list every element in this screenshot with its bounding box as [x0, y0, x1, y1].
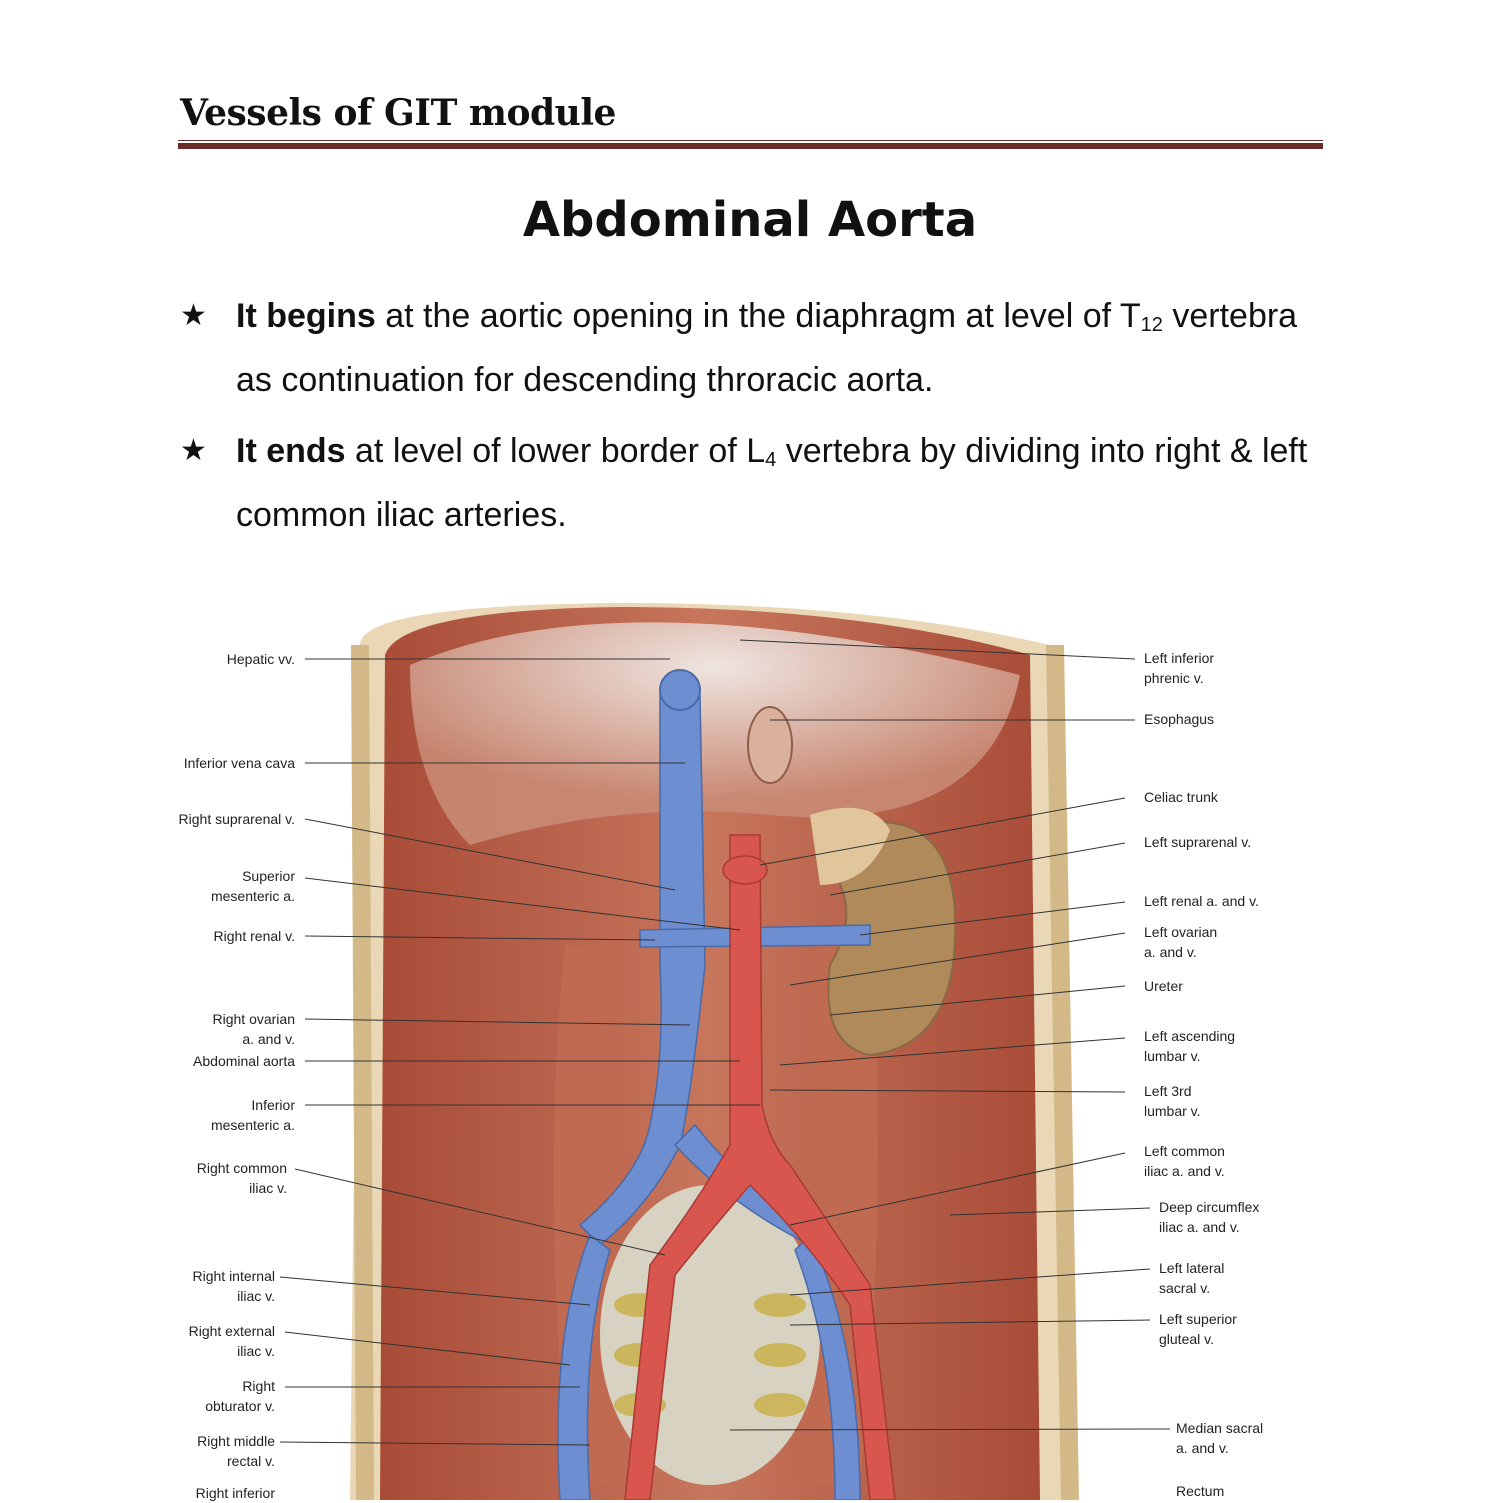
label-line: lumbar v.: [1144, 1103, 1201, 1119]
bullet-bold-lead: It ends: [236, 432, 346, 470]
label-right-obturator-vein: [205, 1376, 275, 1416]
bullet-subscript: 12: [1140, 314, 1163, 336]
label-left-common-iliac: [1144, 1141, 1225, 1181]
label-line: sacral v.: [1159, 1280, 1211, 1296]
label-superior-mesenteric-artery: [211, 866, 295, 906]
label-line: rectal v.: [227, 1453, 275, 1469]
label-celiac-trunk: [1144, 787, 1218, 807]
label-line: lumbar v.: [1144, 1048, 1201, 1064]
label-right-inferior: [196, 1483, 275, 1503]
label-abdominal-aorta: [193, 1051, 295, 1071]
label-inferior-vena-cava: [184, 753, 295, 773]
label-line: Left ovarian: [1144, 924, 1218, 940]
label-right-middle-rectal-vein: [197, 1431, 275, 1471]
label-line: iliac v.: [249, 1180, 287, 1196]
label-line: Celiac trunk: [1144, 789, 1218, 805]
label-line: Left inferior: [1144, 650, 1215, 666]
bullet-text-part: at the aortic opening in the diaphragm at level of T: [375, 297, 1141, 335]
module-header-title: Vessels of GIT module: [180, 92, 616, 134]
bullet-text-part: at level of lower border of L: [345, 432, 766, 470]
anatomy-figure: [170, 585, 1330, 1500]
celiac-trunk: [723, 856, 767, 884]
star-bullet-icon: ★: [180, 299, 207, 332]
label-line: iliac a. and v.: [1144, 1163, 1225, 1179]
label-line: Inferior: [251, 1097, 295, 1113]
label-line: Rectum: [1176, 1483, 1225, 1499]
label-line: mesenteric a.: [210, 1117, 295, 1133]
label-line: Right renal v.: [213, 928, 295, 944]
label-line: iliac a. and v.: [1159, 1219, 1240, 1235]
label-line: a. and v.: [242, 1031, 295, 1047]
bullet-text: [236, 284, 1320, 412]
label-line: Right ovarian: [212, 1011, 295, 1027]
label-line: a. and v.: [1176, 1440, 1229, 1456]
label-inferior-mesenteric-artery: [211, 1095, 295, 1135]
label-ureter: [1144, 976, 1183, 996]
label-line: Hepatic vv.: [226, 651, 295, 667]
label-line: Median sacral: [1176, 1420, 1264, 1436]
label-left-superior-gluteal-vein: [1159, 1309, 1237, 1349]
label-right-common-iliac-vein: [197, 1158, 287, 1198]
label-line: Left renal a. and v.: [1144, 893, 1259, 909]
body-wall-edge-left: [360, 645, 365, 1500]
label-line: iliac v.: [237, 1343, 275, 1359]
label-line: Left common: [1144, 1143, 1225, 1159]
bullet-subscript: 4: [765, 449, 777, 471]
label-hepatic-veins: [227, 649, 295, 669]
label-line: Left suprarenal v.: [1144, 834, 1252, 850]
label-left-renal: [1144, 891, 1259, 911]
label-line: a. and v.: [1144, 944, 1197, 960]
label-line: Left 3rd: [1144, 1083, 1192, 1099]
label-left-suprarenal-vein: [1144, 832, 1251, 852]
label-right-suprarenal-vein: [179, 809, 295, 829]
label-line: Right suprarenal v.: [178, 811, 295, 827]
label-line: Deep circumflex: [1159, 1199, 1260, 1215]
label-line: Superior: [242, 868, 295, 884]
label-line: obturator v.: [205, 1398, 275, 1414]
label-line: Right external: [188, 1323, 275, 1339]
label-line: iliac v.: [237, 1288, 275, 1304]
label-rectum: [1176, 1481, 1224, 1500]
bullet-text-part: vertebra by dividing into right & left common iliac arteries.: [236, 432, 1308, 534]
label-line: Left lateral: [1159, 1260, 1225, 1276]
star-bullet-icon: ★: [180, 434, 207, 467]
label-line: Right internal: [192, 1268, 275, 1284]
esophagus: [748, 707, 792, 783]
label-line: Abdominal aorta: [193, 1053, 295, 1069]
bullet-begins: [180, 284, 1320, 412]
label-line: Esophagus: [1144, 711, 1215, 727]
label-line: mesenteric a.: [210, 888, 295, 904]
label-right-external-iliac-vein: [189, 1321, 275, 1361]
label-right-renal-vein: [214, 926, 295, 946]
label-line: Right common: [196, 1160, 287, 1176]
label-line: gluteal v.: [1159, 1331, 1214, 1347]
bullet-ends: [180, 419, 1320, 547]
label-left-ovarian: [1144, 922, 1217, 962]
label-esophagus: [1144, 709, 1214, 729]
label-left-lateral-sacral-vein: [1159, 1258, 1224, 1298]
label-line: Right middle: [197, 1433, 275, 1449]
label-line: Inferior vena cava: [183, 755, 295, 771]
label-line: Right: [242, 1378, 275, 1394]
label-left-3rd-lumbar-vein: [1144, 1081, 1201, 1121]
bullet-text: [236, 419, 1320, 547]
label-line: Left ascending: [1144, 1028, 1236, 1044]
label-right-internal-iliac-vein: [193, 1266, 276, 1306]
page-title: Abdominal Aorta: [522, 192, 978, 248]
header-divider-thin: [178, 140, 1323, 141]
label-left-inferior-phrenic-vein: [1144, 648, 1214, 688]
label-line: phrenic v.: [1144, 670, 1204, 686]
label-median-sacral: [1176, 1418, 1263, 1458]
label-line: Ureter: [1144, 978, 1183, 994]
label-right-ovarian: [213, 1009, 296, 1049]
bullet-bold-lead: It begins: [236, 297, 376, 335]
bullet-text-part: vertebra as continuation for descending throracic aorta.: [236, 297, 1298, 399]
label-line: Left superior: [1159, 1311, 1237, 1327]
label-deep-circumflex-iliac: [1159, 1197, 1259, 1237]
header-divider: [178, 143, 1323, 149]
label-left-ascending-lumbar-vein: [1144, 1026, 1235, 1066]
hepatic-veins: [660, 670, 700, 710]
label-line: Right inferior: [195, 1485, 275, 1501]
